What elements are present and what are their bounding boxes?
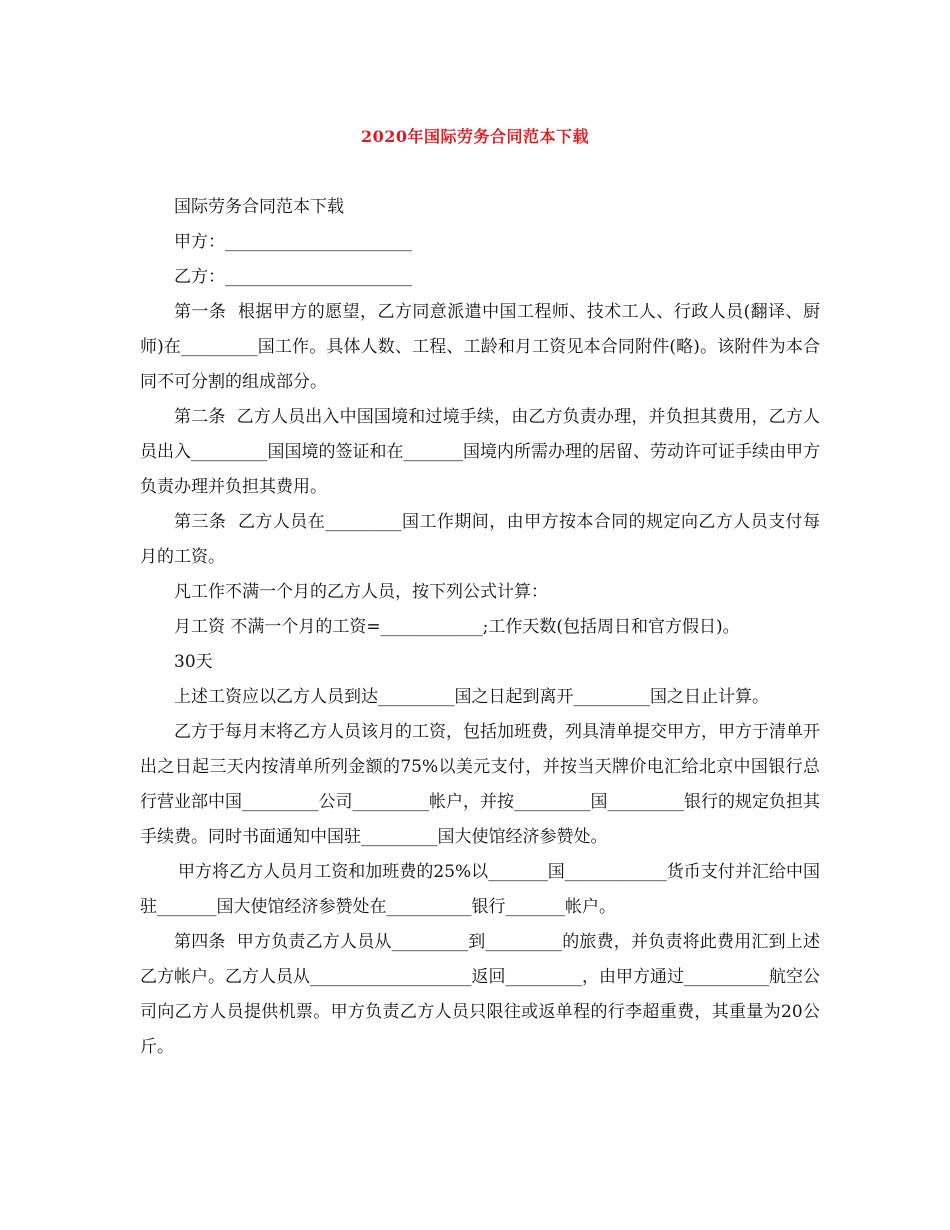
salary-payment-clause: 乙方于每月末将乙方人员该月的工资，包括加班费，列具清单提交甲方，甲方于清单开出之日起三天内按清单所列金额的75%以美元支付，并按当天牌价电汇给北京中国银行总行营业部中国_________公司_________帐户，并按_________国_________银行的规定负担其手续费。同时书面通知中国驻_________国大使馆经济参赞处。: [140, 722, 820, 847]
remittance-clause: 甲方将乙方人员月工资和加班费的25%以_______国____________货币支付并汇给中国驻_______国大使馆经济参赞处在__________银行_______帐户。: [140, 862, 820, 917]
party-a-line: 甲方：______________________: [174, 232, 412, 252]
formula-intro: 凡工作不满一个月的乙方人员，按下列公式计算：: [174, 582, 548, 602]
article-4: 第四条 甲方负责乙方人员从_________到_________的旅费，并负责将此费用汇到上述乙方帐户。乙方人员从___________________返回_________，由甲方通过__________航空公司向乙方人员提供机票。甲方负责乙方人员只限往或返单程的行李超重费，其重量为20公斤。: [140, 932, 820, 1057]
salary-period-clause: 上述工资应以乙方人员到达_________国之日起到离开_________国之日止计算。: [174, 687, 769, 707]
document-title: 2020年国际劳务合同范本下载: [360, 127, 590, 146]
article-2: 第二条 乙方人员出入中国国境和过境手续，由乙方负责办理，并负担其费用，乙方人员出入_________国国境的签证和在_______国境内所需办理的居留、劳动许可证手续由甲方负责办理并负担其费用。: [140, 407, 820, 497]
article-3: 第三条 乙方人员在_________国工作期间，由甲方按本合同的规定向乙方人员支付每月的工资。: [140, 512, 820, 567]
article-1: 第一条 根据甲方的愿望，乙方同意派遣中国工程师、技术工人、行政人员(翻译、厨师)在_________国工作。具体人数、工程、工龄和月工资见本合同附件(略)。该附件为本合同不可分割的组成部分。: [140, 302, 820, 392]
document-body: [140, 190, 820, 1065]
party-b-line: 乙方：______________________: [174, 267, 412, 287]
subtitle-line: 国际劳务合同范本下载: [174, 197, 344, 217]
salary-formula: 月工资 不满一个月的工资=____________;工作天数(包括周日和官方假日)。: [174, 617, 740, 637]
formula-denominator: 30天: [174, 652, 213, 672]
